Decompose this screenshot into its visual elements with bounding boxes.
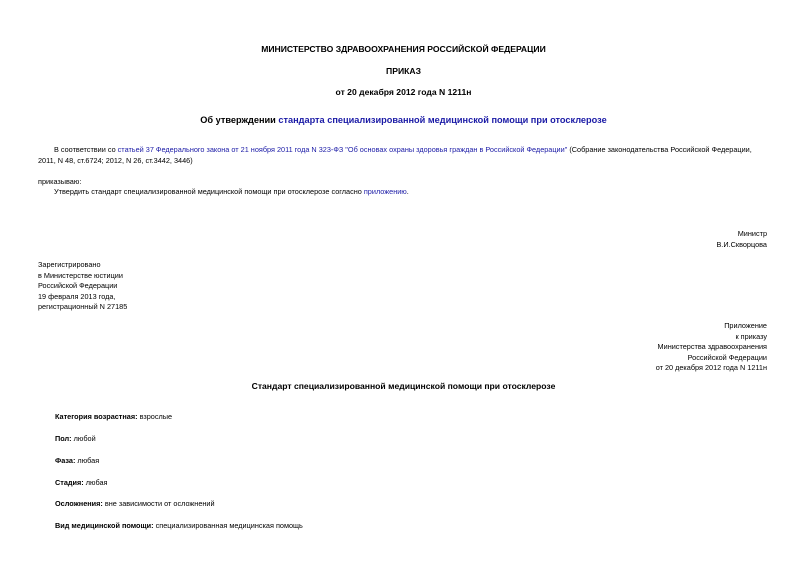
order-date-heading: от 20 декабря 2012 года N 1211н — [335, 87, 472, 97]
appendix-link[interactable]: приложению — [363, 187, 407, 196]
approve-paragraph — [54, 187, 409, 198]
appendix-line: Приложение — [724, 321, 767, 330]
signature-position: Министр — [737, 229, 767, 238]
order-title-prefix: Об утверждении — [200, 115, 279, 125]
order-title — [0, 115, 807, 126]
appendix-line: от 20 декабря 2012 года N 1211н — [655, 363, 767, 372]
field-label: Категория возрастная: — [55, 412, 138, 421]
field-complications — [55, 499, 215, 510]
preamble-suffix: (Собрание законодательства Российской Федерации, 2011, N 48, ст.6724; 2012, N 26, ст.3442, 3446) — [38, 145, 752, 165]
standard-link[interactable]: стандарта специализированной медицинской помощи при отосклерозе — [278, 115, 607, 125]
field-stage — [55, 478, 108, 489]
field-label: Фаза: — [55, 456, 76, 465]
field-care-type — [55, 521, 303, 532]
field-label: Стадия: — [55, 478, 84, 487]
field-label: Вид медицинской помощи: — [55, 521, 154, 530]
preamble-paragraph — [38, 145, 770, 166]
field-age-category — [55, 412, 172, 423]
field-label: Пол: — [55, 434, 72, 443]
field-label: Осложнения: — [55, 499, 103, 508]
registration-block — [38, 260, 127, 313]
registration-line: в Министерстве юстиции — [38, 270, 123, 280]
field-sex — [55, 434, 96, 445]
approve-prefix: Утвердить стандарт специализированной медицинской помощи при отосклерозе согласно — [54, 187, 364, 196]
field-value: любой — [71, 434, 96, 443]
registration-line: Зарегистрировано — [38, 260, 101, 269]
field-value: взрослые — [137, 412, 173, 421]
field-phase — [55, 456, 99, 467]
field-value: вне зависимости от осложнений — [102, 499, 215, 508]
appendix-line: Министерства здравоохранения — [657, 342, 767, 351]
field-value: любая — [83, 478, 108, 487]
federal-law-link[interactable]: статьей 37 Федерального закона от 21 ноября 2011 года N 323-ФЗ "Об основах охраны здоровья граждан в Российской Федерации" — [117, 145, 568, 154]
appendix-line: Российской Федерации — [687, 352, 767, 362]
appendix-line: к приказу — [735, 331, 767, 341]
registration-line: Российской Федерации — [38, 281, 118, 290]
ministry-heading: МИНИСТЕРСТВО ЗДРАВООХРАНЕНИЯ РОССИЙСКОЙ ФЕДЕРАЦИИ — [261, 44, 546, 54]
order-heading: ПРИКАЗ — [386, 66, 421, 76]
signature-name: В.И.Скворцова — [716, 239, 767, 249]
appendix-block — [656, 321, 767, 374]
field-value: любая — [75, 456, 100, 465]
registration-line: 19 февраля 2013 года, — [38, 291, 116, 301]
standard-title: Стандарт специализированной медицинской помощи при отосклерозе — [251, 381, 556, 391]
prikazyvayu-text: приказываю: — [38, 177, 82, 186]
approve-suffix: . — [406, 187, 409, 196]
preamble-prefix: В соответствии со — [54, 145, 118, 154]
field-value: специализированная медицинская помощь — [153, 521, 303, 530]
registration-line: регистрационный N 27185 — [38, 302, 128, 311]
